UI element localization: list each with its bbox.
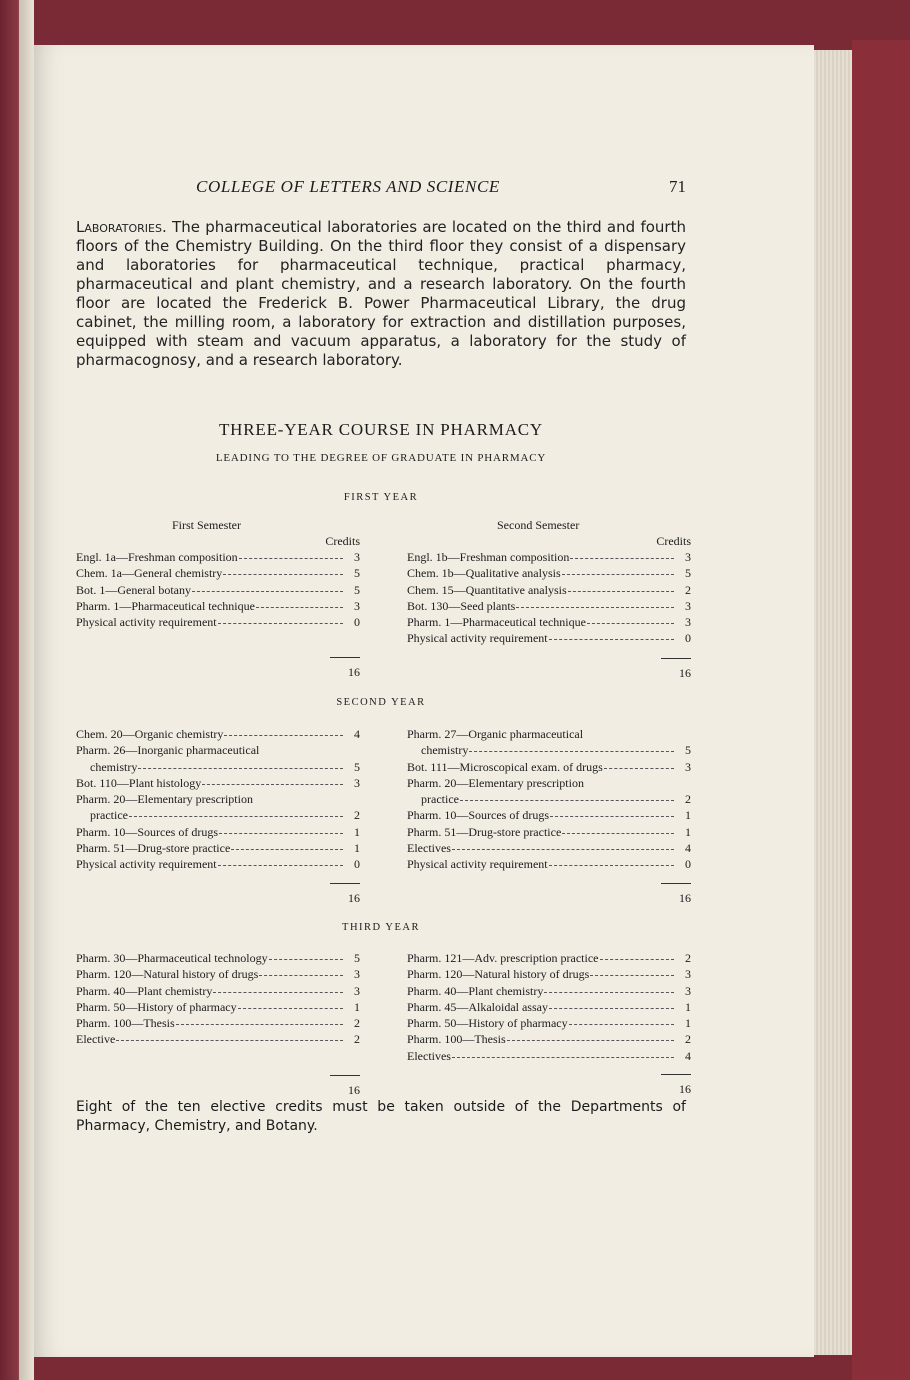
dot-leader [562, 833, 674, 834]
course-label: Pharm. 120—Natural history of drugs [407, 967, 590, 982]
course-label: Pharm. 100—Thesis [407, 1032, 506, 1047]
course-row [407, 726, 691, 742]
course-row [76, 775, 360, 791]
credit-total: 16 [348, 665, 360, 680]
course-label: Electives [407, 1048, 451, 1063]
course-row [407, 1048, 691, 1064]
credit-value: 2 [354, 1032, 360, 1047]
course-row [76, 856, 360, 872]
course-row [76, 966, 360, 982]
dot-leader [116, 1040, 343, 1041]
course-list [76, 950, 360, 1048]
course-row [407, 950, 691, 966]
course-label: Chem. 20—Organic chemistry [76, 727, 224, 741]
course-list [76, 726, 360, 873]
course-label: Bot. 130—Seed plants [407, 598, 516, 613]
credit-value: 2 [685, 1032, 691, 1047]
course-row [407, 983, 691, 999]
course-row [407, 598, 691, 614]
course-row [407, 966, 691, 982]
semester-heading [407, 517, 691, 533]
dot-leader [460, 800, 674, 801]
course-label: chemistry [90, 759, 138, 774]
course-label: Pharm. 20—Elementary prescription [407, 775, 584, 790]
total-rule [661, 883, 691, 884]
course-label: Pharm. 120—Natural history of drugs [76, 967, 259, 982]
credit-value: 2 [354, 1016, 360, 1031]
total-rule [661, 658, 691, 659]
dot-leader [138, 768, 343, 769]
dot-leader [224, 735, 343, 736]
credit-value: 5 [354, 759, 360, 774]
dot-leader [600, 959, 674, 960]
course-row [407, 742, 691, 758]
course-row [76, 742, 360, 758]
course-label: Pharm. 40—Plant chemistry [407, 983, 544, 998]
credit-value: 5 [354, 582, 360, 597]
credit-total: 16 [348, 1082, 360, 1097]
course-row [76, 791, 360, 807]
dot-leader [549, 1008, 674, 1009]
first-year-left-column [76, 517, 360, 681]
course-label: Bot. 111—Microscopical exam. of drugs [407, 759, 603, 774]
credit-value: 3 [354, 775, 360, 790]
course-list [407, 726, 691, 873]
course-row [76, 999, 360, 1015]
dot-leader [192, 591, 343, 592]
intro-text: The pharmaceutical laboratories are located on the third and fourth floors of the Chemistry Building. On the third floor they consist of a dispensary and laboratories for pharmaceutical technique, practical pharmacy, pharmaceutical and plant chemistry, and a research laboratory. On the fourth floor are located the Frederick B. Power Pharmaceutical Library, the drug cabinet, the milling room, a laboratory for extraction and distillation purposes, equipped with steam and vacuum apparatus, a laboratory for the study of pharmacognosy, and a research laboratory. [76, 218, 686, 369]
credit-value: 3 [685, 983, 691, 998]
course-row [76, 565, 360, 581]
credit-value: 4 [354, 727, 360, 741]
course-label: Pharm. 51—Drug-store practice [407, 824, 562, 839]
course-label: Physical activity requirement [76, 615, 217, 630]
course-row [407, 630, 691, 646]
second-year-right-column [407, 726, 691, 906]
dot-leader [550, 816, 674, 817]
course-label: Pharm. 50—History of pharmacy [76, 999, 237, 1014]
running-head [76, 177, 686, 201]
dot-leader [469, 751, 674, 752]
course-label: Physical activity requirement [407, 631, 548, 646]
course-label: Pharm. 100—Thesis [76, 1016, 175, 1031]
dot-leader [239, 558, 343, 559]
course-label: Elective [76, 1032, 116, 1047]
course-row [76, 807, 360, 823]
credits-heading: Credits [325, 534, 360, 548]
dot-leader [568, 591, 674, 592]
course-list [76, 549, 360, 630]
dot-leader [549, 639, 674, 640]
dot-leader [219, 833, 343, 834]
dot-leader [569, 1024, 674, 1025]
credit-value: 2 [685, 951, 691, 965]
book-cover-edge [852, 40, 910, 1380]
course-label: Pharm. 1—Pharmaceutical technique [76, 598, 255, 613]
credit-value: 0 [685, 631, 691, 646]
credit-value: 0 [685, 857, 691, 872]
credit-value: 1 [685, 808, 691, 823]
credit-value: 3 [354, 967, 360, 982]
credit-value: 2 [685, 792, 691, 807]
course-label: Physical activity requirement [407, 857, 548, 872]
credit-total: 16 [679, 665, 691, 680]
footer-note: Eight of the ten elective credits must be taken outside of the Departments of Pharmacy, Chemistry, and Botany. [76, 1099, 686, 1134]
dot-leader [231, 849, 343, 850]
credit-value: 3 [685, 598, 691, 613]
dot-leader [256, 607, 343, 608]
dot-leader [259, 975, 343, 976]
course-row [76, 614, 360, 630]
course-row [407, 565, 691, 581]
course-row [407, 582, 691, 598]
credit-value: 5 [685, 566, 691, 581]
course-label: Pharm. 10—Sources of drugs [76, 824, 218, 839]
dot-leader [549, 865, 674, 866]
course-row [76, 824, 360, 840]
course-subtitle: LEADING TO THE DEGREE OF GRADUATE IN PHARMACY [215, 452, 547, 464]
course-label: Pharm. 45—Alkaloidal assay [407, 999, 548, 1014]
credit-value: 5 [354, 951, 360, 965]
page-number: 71 [669, 177, 686, 196]
course-row [76, 726, 360, 742]
page-stack-edge [814, 50, 852, 1355]
credit-value: 3 [685, 550, 691, 564]
dot-leader [129, 816, 343, 817]
course-row [407, 775, 691, 791]
course-label: Bot. 1—General botany [76, 582, 191, 597]
total-rule [330, 657, 360, 658]
credit-value: 4 [685, 1048, 691, 1063]
course-label: practice [421, 792, 459, 807]
credit-value: 1 [354, 999, 360, 1014]
dot-leader [213, 992, 343, 993]
dot-leader [218, 623, 343, 624]
credit-value: 5 [354, 566, 360, 581]
dot-leader [516, 607, 674, 608]
total-rule [330, 883, 360, 884]
course-label: Chem. 1b—Qualitative analysis [407, 566, 561, 581]
course-row [76, 1031, 360, 1047]
course-list [407, 950, 691, 1064]
credit-value: 3 [354, 598, 360, 613]
credits-heading: Credits [656, 534, 691, 548]
course-label: Pharm. 20—Elementary prescription [76, 792, 253, 807]
dot-leader [562, 574, 674, 575]
course-label: Pharm. 27—Organic pharmaceutical [407, 727, 584, 741]
intro-heading: Laboratories. [76, 218, 167, 236]
course-row [76, 582, 360, 598]
dot-leader [202, 784, 343, 785]
credit-value: 4 [685, 841, 691, 856]
second-year-left-column [76, 726, 360, 906]
dot-leader [238, 1008, 343, 1009]
credit-value: 3 [685, 615, 691, 630]
year-heading-third: THIRD YEAR [342, 922, 420, 933]
dot-leader [604, 768, 674, 769]
course-row [407, 824, 691, 840]
dot-leader [587, 623, 674, 624]
dot-leader [223, 574, 343, 575]
course-label: practice [90, 808, 128, 823]
semester-name: Second Semester [497, 518, 580, 532]
year-heading-second: SECOND YEAR [336, 697, 426, 708]
course-label: Pharm. 1—Pharmaceutical technique [407, 615, 586, 630]
dot-leader [218, 865, 343, 866]
dot-leader [452, 1057, 674, 1058]
credit-value: 1 [685, 824, 691, 839]
credit-total: 16 [679, 890, 691, 905]
credit-value: 0 [354, 857, 360, 872]
total-rule [330, 1075, 360, 1076]
course-label: Electives [407, 841, 451, 856]
course-label: Engl. 1b—Freshman composition [407, 550, 570, 564]
course-row [407, 759, 691, 775]
credit-value: 1 [354, 841, 360, 856]
dot-leader [176, 1024, 343, 1025]
course-row [76, 598, 360, 614]
dot-leader [507, 1040, 674, 1041]
course-label: Pharm. 30—Pharmaceutical technology [76, 951, 268, 965]
credit-value: 1 [354, 824, 360, 839]
course-row [76, 950, 360, 966]
credit-value: 0 [354, 615, 360, 630]
third-year-left-column [76, 950, 360, 1098]
course-row [407, 614, 691, 630]
course-row [76, 840, 360, 856]
dot-leader [269, 959, 343, 960]
course-label: Chem. 1a—General chemistry [76, 566, 223, 581]
credit-total: 16 [348, 890, 360, 905]
course-row [407, 856, 691, 872]
course-row [407, 840, 691, 856]
course-row [407, 1031, 691, 1047]
semester-name: First Semester [172, 518, 241, 532]
course-title: THREE-YEAR COURSE IN PHARMACY [218, 420, 544, 439]
credit-total: 16 [679, 1082, 691, 1097]
book-binding-left [0, 0, 34, 1380]
course-label: Chem. 15—Quantitative analysis [407, 582, 567, 597]
course-label: chemistry [421, 743, 469, 758]
credit-value: 2 [685, 582, 691, 597]
credit-value: 1 [685, 1016, 691, 1031]
course-label: Bot. 110—Plant histology [76, 775, 202, 790]
credit-value: 3 [685, 967, 691, 982]
course-row [76, 983, 360, 999]
course-row [76, 1015, 360, 1031]
semester-heading [76, 517, 360, 533]
running-head-title: COLLEGE OF LETTERS AND SCIENCE [196, 177, 500, 196]
total-rule [661, 1074, 691, 1075]
course-row [407, 791, 691, 807]
credit-value: 3 [354, 983, 360, 998]
credit-value: 3 [354, 550, 360, 564]
course-label: Physical activity requirement [76, 857, 217, 872]
course-row [407, 549, 691, 565]
course-row [407, 807, 691, 823]
credit-value: 1 [685, 999, 691, 1014]
course-list [407, 549, 691, 647]
dot-leader [570, 558, 674, 559]
course-label: Pharm. 51—Drug-store practice [76, 841, 231, 856]
course-row [76, 759, 360, 775]
course-label: Pharm. 40—Plant chemistry [76, 983, 213, 998]
dot-leader [590, 975, 674, 976]
dot-leader [452, 849, 674, 850]
course-label: Engl. 1a—Freshman composition [76, 550, 238, 564]
course-row [407, 1015, 691, 1031]
credit-value: 3 [685, 759, 691, 774]
credit-value: 5 [685, 743, 691, 758]
course-label: Pharm. 121—Adv. prescription practice [407, 951, 599, 965]
third-year-right-column [407, 950, 691, 1097]
course-row [407, 999, 691, 1015]
course-label: Pharm. 26—Inorganic pharmaceutical [76, 743, 260, 758]
year-heading-first: FIRST YEAR [343, 492, 419, 503]
first-year-right-column [407, 517, 691, 681]
course-row [76, 549, 360, 565]
course-label: Pharm. 50—History of pharmacy [407, 1016, 568, 1031]
credit-value: 2 [354, 808, 360, 823]
intro-paragraph [76, 218, 686, 370]
dot-leader [544, 992, 674, 993]
course-label: Pharm. 10—Sources of drugs [407, 808, 549, 823]
